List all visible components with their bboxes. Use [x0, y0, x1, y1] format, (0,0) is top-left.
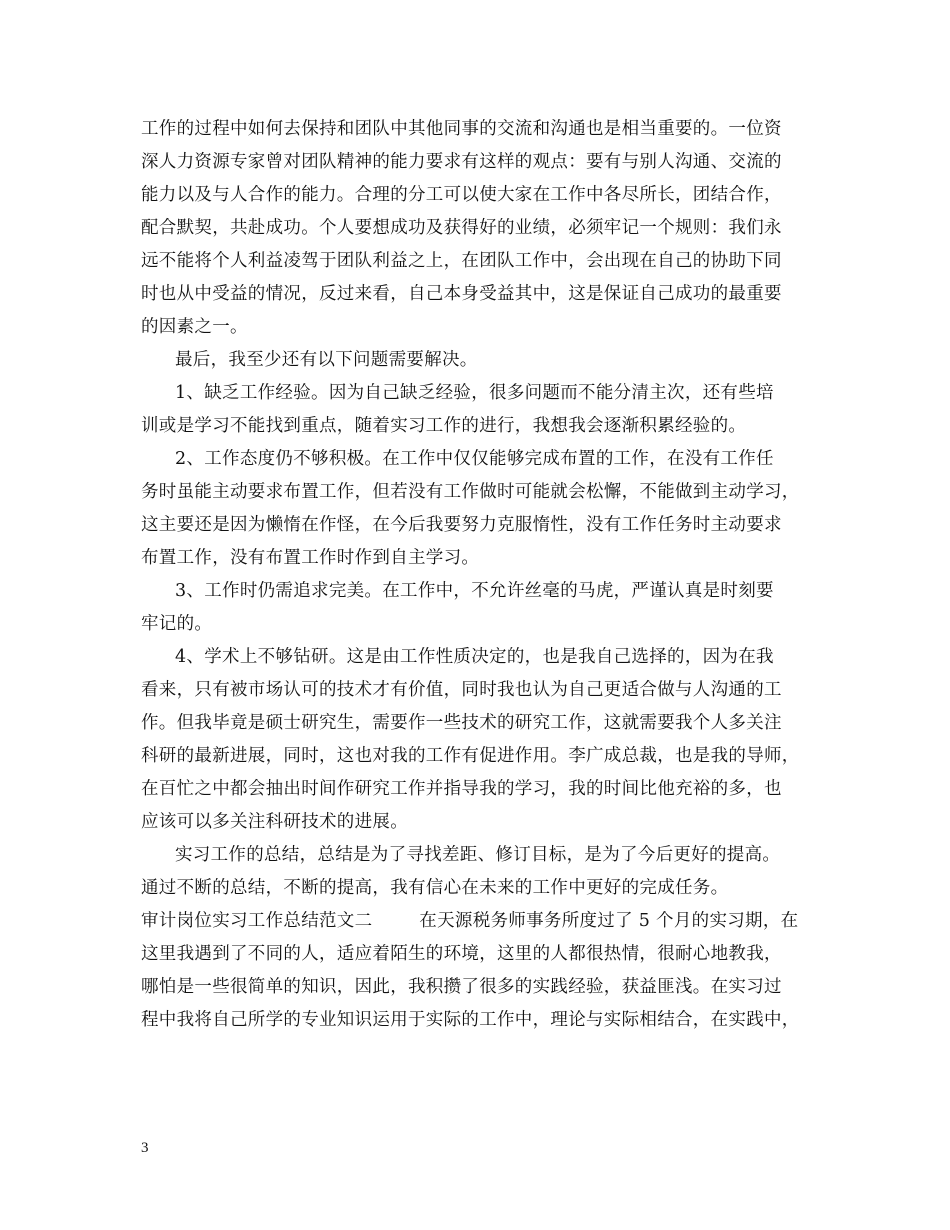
text-line: 在百忙之中都会抽出时间作研究工作并指导我的学习，我的时间比他充裕的多，也 [141, 779, 782, 799]
text-line: 实习工作的总结，总结是为了寻找差距、修订目标，是为了今后更好的提高。 [175, 845, 781, 865]
text-line: 审计岗位实习工作总结范文二 在天源税务师事务所度过了 5 个月的实习期，在 [141, 911, 799, 931]
text-line: 深人力资源专家曾对团队精神的能力要求有这样的观点：要有与别人沟通、交流的 [141, 152, 782, 172]
text-line: 这里我遇到了不同的人，适应着陌生的环境，这里的人都很热情，很耐心地教我， [141, 944, 782, 964]
text-line: 2、工作态度仍不够积极。在工作中仅仅能够完成布置的工作，在没有工作任 [175, 449, 774, 469]
text-line: 哪怕是一些很简单的知识，因此，我积攒了很多的实践经验，获益匪浅。在实习过 [141, 977, 782, 997]
text-line: 程中我将自己所学的专业知识运用于实际的工作中，理论与实际相结合，在实践中， [141, 1010, 800, 1030]
text-line: 4、学术上不够钻研。这是由工作性质决定的，也是我自己选择的，因为在我 [175, 647, 774, 667]
text-line: 最后，我至少还有以下问题需要解决。 [175, 350, 478, 370]
text-line: 3、工作时仍需追求完美。在工作中，不允许丝毫的马虎，严谨认真是时刻要 [175, 581, 774, 601]
text-line: 作。但我毕竟是硕士研究生，需要作一些技术的研究工作，这就需要我个人多关注 [141, 713, 782, 733]
text-line: 看来，只有被市场认可的技术才有价值，同时我也认为自己更适合做与人沟通的工 [141, 680, 782, 700]
text-line: 这主要还是因为懒惰在作怪，在今后我要努力克服惰性，没有工作任务时主动要求 [141, 515, 782, 535]
text-line: 1、缺乏工作经验。因为自己缺乏经验，很多问题而不能分清主次，还有些培 [175, 383, 774, 403]
text-line: 牢记的。 [141, 614, 213, 634]
text-line: 应该可以多关注科研技术的进展。 [141, 812, 408, 832]
text-line: 时也从中受益的情况，反过来看，自己本身受益其中，这是保证自己成功的最重要 [141, 284, 782, 304]
text-line: 远不能将个人利益凌驾于团队利益之上，在团队工作中，会出现在自己的协助下同 [141, 251, 782, 271]
page-number: 3 [141, 1140, 149, 1156]
text-line: 务时虽能主动要求布置工作，但若没有工作做时可能就会松懈，不能做到主动学习， [141, 482, 800, 502]
text-line: 布置工作，没有布置工作时作到自主学习。 [141, 548, 480, 568]
text-line: 的因素之一。 [141, 317, 248, 337]
text-line: 训或是学习不能找到重点，随着实习工作的进行，我想我会逐渐积累经验的。 [141, 416, 747, 436]
text-line: 能力以及与人合作的能力。合理的分工可以使大家在工作中各尽所长，团结合作， [141, 185, 782, 205]
text-line: 配合默契，共赴成功。个人要想成功及获得好的业绩，必须牢记一个规则：我们永 [141, 218, 782, 238]
text-line: 科研的最新进展，同时，这也对我的工作有促进作用。李广成总裁，也是我的导师， [141, 746, 800, 766]
text-line: 工作的过程中如何去保持和团队中其他同事的交流和沟通也是相当重要的。一位资 [141, 119, 782, 139]
text-line: 通过不断的总结，不断的提高，我有信心在未来的工作中更好的完成任务。 [141, 878, 729, 898]
